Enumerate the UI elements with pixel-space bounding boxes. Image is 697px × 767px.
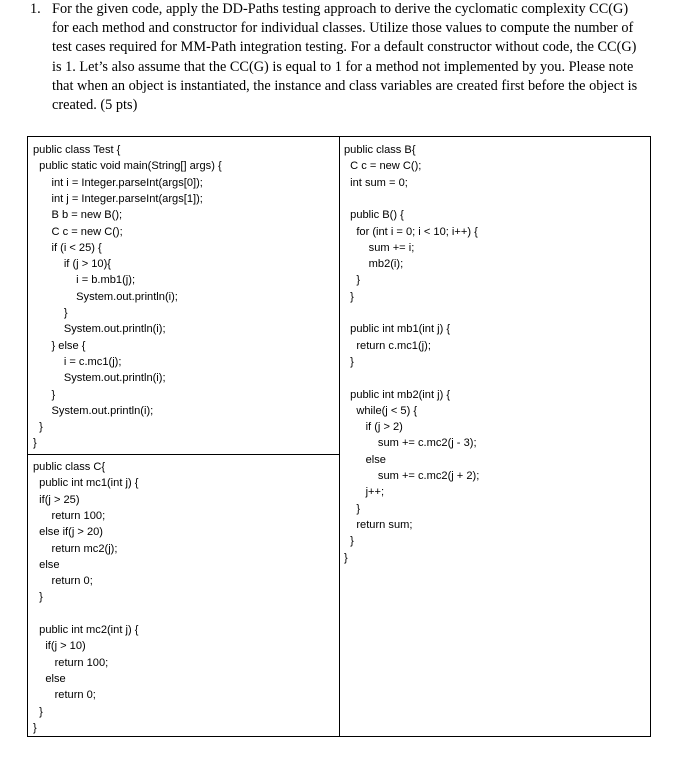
question-line: For the given code, apply the DD-Paths testing approach to derive the cyclomatic complexity CC(G) (52, 1, 629, 17)
code-line: } (344, 290, 354, 303)
code-line: public class Test { (33, 144, 121, 156)
code-line: sum += i; (344, 241, 415, 254)
code-line: return 100; (33, 656, 109, 669)
code-line: return 0; (33, 689, 96, 702)
code-line: System.out.println(i); (33, 404, 154, 417)
code-line: return 0; (33, 575, 93, 588)
code-line: } (33, 591, 43, 604)
code-line: public int mb2(int j) { (344, 388, 451, 401)
code-line: sum += c.mc2(j - 3); (344, 437, 477, 450)
code-line: while(j < 5) { (344, 404, 418, 417)
row-divider (28, 454, 340, 455)
code-line: i = b.mb1(j); (33, 274, 136, 287)
code-line: } (33, 421, 43, 434)
question-line: that when an object is instantiated, the instance and class variables are created first before the object is (52, 77, 638, 94)
code-line: public class B{ (344, 144, 416, 156)
code-line: public B() { (344, 209, 404, 222)
code-line: public class C{ (33, 461, 106, 473)
code-line: int i = Integer.parseInt(args[0]); (33, 176, 203, 189)
code-line: else (33, 558, 60, 571)
question-line: for each method and constructor for individual classes. Utilize those values to compute the number of (52, 20, 634, 37)
code-line: } else { (33, 339, 86, 352)
code-line: mb2(i); (344, 258, 404, 271)
code-line: return c.mc1(j); (344, 339, 431, 352)
code-line: if(j > 10) (33, 640, 86, 653)
code-line: C c = new C(); (33, 225, 123, 238)
test-class-code (33, 142, 333, 452)
code-table (27, 136, 651, 737)
code-line: return sum; (344, 518, 413, 531)
code-line: j++; (344, 486, 385, 499)
code-line: if (j > 2) (344, 421, 403, 434)
question-line: is 1. Let’s also assume that the CC(G) is equal to 1 for a method not implemented by you. Please note (52, 58, 634, 75)
code-line: if (i < 25) { (33, 241, 102, 254)
code-line: int sum = 0; (344, 176, 408, 189)
code-line: } (33, 388, 56, 401)
code-line: if(j > 25) (33, 493, 80, 506)
code-line: } (33, 307, 68, 319)
code-line: if (j > 10){ (33, 258, 111, 271)
code-line: } (344, 551, 348, 564)
code-line: } (33, 705, 43, 718)
code-line: } (344, 274, 361, 287)
code-line: System.out.println(i); (33, 323, 166, 336)
question-line: test cases required for MM-Path integration testing. For a default constructor without code, the CC(G) (52, 39, 637, 56)
code-line: System.out.println(i); (33, 372, 166, 385)
code-line: System.out.println(i); (33, 290, 178, 303)
code-line: public static void main(String[] args) { (33, 160, 222, 173)
code-line: B b = new B(); (33, 209, 123, 222)
code-line: public int mc1(int j) { (33, 477, 139, 490)
code-line: } (344, 535, 354, 548)
code-line: public int mc2(int j) { (33, 624, 139, 636)
code-line: else (33, 672, 66, 685)
question-number: 1. (30, 1, 41, 17)
code-line: } (344, 502, 361, 515)
code-line: sum += c.mc2(j + 2); (344, 470, 480, 482)
code-line: public int mb1(int j) { (344, 323, 451, 336)
code-line: int j = Integer.parseInt(args[1]); (33, 192, 203, 205)
column-divider (339, 137, 340, 736)
code-line: i = c.mc1(j); (33, 355, 122, 368)
code-line: return mc2(j); (33, 542, 118, 555)
code-line: C c = new C(); (344, 160, 422, 173)
class-b-code (344, 142, 644, 732)
code-line: else (344, 453, 386, 466)
code-line: } (33, 721, 37, 734)
code-line: else if(j > 20) (33, 526, 103, 539)
class-c-code (33, 459, 333, 734)
code-line: return 100; (33, 509, 106, 522)
question-line: created. (5 pts) (52, 97, 138, 113)
code-line: } (33, 437, 37, 450)
code-line: for (int i = 0; i < 10; i++) { (344, 225, 478, 238)
code-line: } (344, 355, 354, 368)
